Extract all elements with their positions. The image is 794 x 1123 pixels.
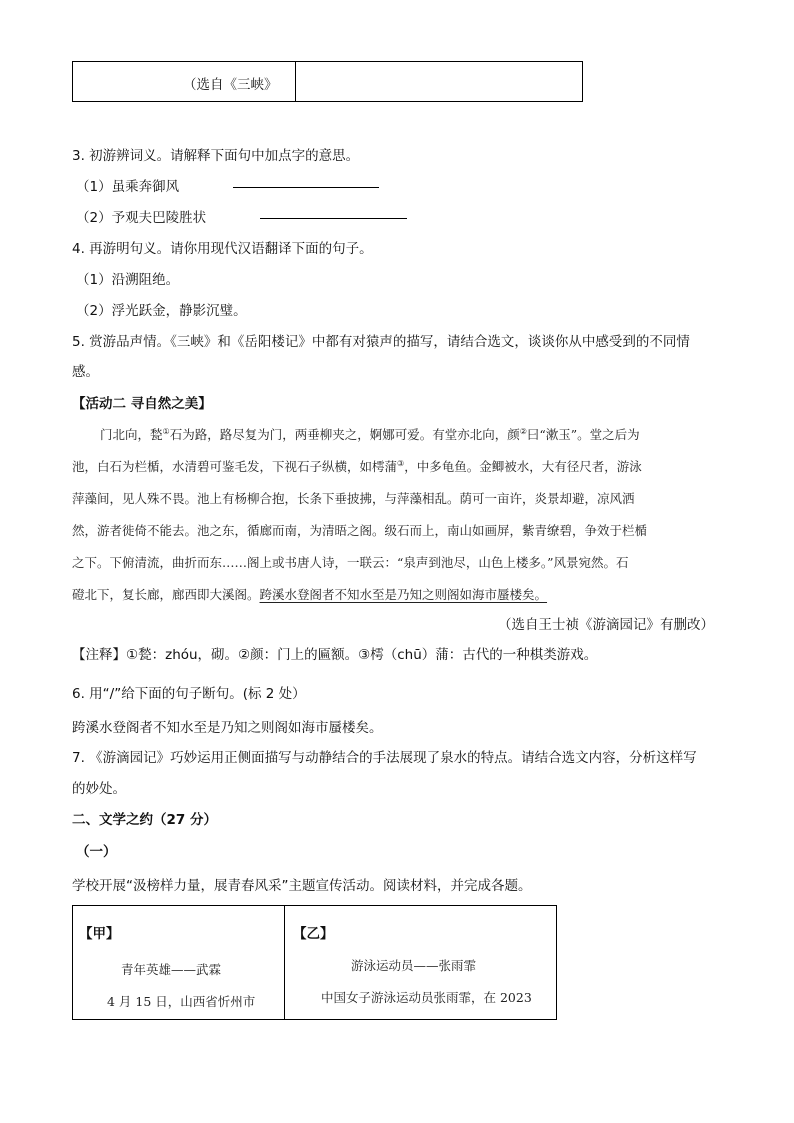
table-source-cell: （选自《三峡》 [183, 77, 278, 93]
box-jia-label: 【甲】 [79, 926, 120, 942]
q3-stem: 3. 初游辨词义。请解释下面句中加点字的意思。 [72, 148, 360, 164]
q6-stem: 6. 用“/”给下面的句子断句。(标 2 处） [72, 686, 306, 702]
q4-item-1: （1）沿溯阻绝。 [76, 272, 180, 288]
q7-line-2: 的妙处。 [72, 781, 126, 797]
box-yi-label: 【乙】 [293, 926, 334, 942]
passage-source: （选自王士祯《游滴园记》有删改） [498, 617, 714, 633]
q4-stem: 4. 再游明句义。请你用现代汉语翻译下面的句子。 [72, 241, 373, 257]
q4-item-2: （2）浮光跃金，静影沉璧。 [76, 303, 247, 319]
activity-intro: 学校开展“汲榜样力量，展青春风采”主题宣传活动。阅读材料，并完成各题。 [72, 878, 532, 894]
passage-line-1: 门北向，甃①石为路，路尽复为门，两垂柳夹之，婀娜可爱。有堂亦北向，颜②曰“漱玉”。堂之后为 [100, 426, 640, 442]
note-marker-1: ① [162, 426, 170, 436]
activity-2-title: 【活动二 寻自然之美】 [72, 396, 212, 412]
passage-line-6: 磴北下，复长廊，廊西即大溪阁。跨溪水登阁者不知水至是乃知之则阁如海市蜃楼矣。 [72, 587, 548, 602]
annotation-note: 【注释】①甃：zhóu，砌。②颜：门上的匾额。③樗（chū）蒲：古代的一种棋类游戏。 [72, 647, 598, 663]
passage-line-5: 之下。下俯清流，曲折而东……阁上或书唐人诗，一联云：“泉声到池尽，山色上楼多。”风景宛然。石 [72, 555, 629, 570]
source-table [72, 61, 583, 102]
q3-answer-blank-2[interactable] [260, 204, 407, 219]
table-divider [295, 62, 296, 101]
passage-line-4: 然，游者徙倚不能去。池之东，循廊而南，为清晤之阁。级石而上，南山如画屏，紫青缭碧，争效于栏楯 [72, 523, 648, 538]
note-marker-2: ② [519, 426, 527, 436]
box-yi-title: 游泳运动员——张雨霏 [351, 958, 477, 973]
q7-line-1: 7. 《游滴园记》巧妙运用正侧面描写与动静结合的手法展现了泉水的特点。请结合选文内容，分析这样写 [72, 750, 697, 766]
q3-item-2: （2）予观夫巴陵胜状 [76, 210, 207, 226]
material-box-yi [284, 905, 557, 1020]
note-marker-3: ③ [397, 458, 405, 468]
q5-line-2: 感。 [72, 364, 99, 380]
box-jia-text: 4 月 15 日，山西省忻州市 [107, 994, 256, 1009]
passage-line-2: 池，白石为栏楯，水清碧可鉴毛发，下视石子纵横，如樗蒲③，中多龟鱼。金鲫被水，大有径尺者，游泳 [72, 458, 642, 474]
section-2-title: 二、文学之约（27 分） [72, 812, 217, 828]
box-yi-text: 中国女子游泳运动员张雨霏，在 2023 [321, 990, 532, 1005]
part-1-label: （一） [76, 844, 117, 860]
q6-sentence: 跨溪水登阁者不知水至是乃知之则阁如海市蜃楼矣。 [72, 720, 383, 736]
passage-line-3: 萍藻间，见人殊不畏。池上有杨柳合抱，长条下垂披拂，与萍藻相乱。荫可一亩许，炎景却避，凉风洒 [72, 491, 635, 506]
underlined-sentence: 跨溪水登阁者不知水至是乃知之则阁如海市蜃楼矣。 [259, 587, 548, 602]
box-jia-title: 青年英雄——武霖 [121, 962, 222, 977]
q3-answer-blank-1[interactable] [233, 173, 379, 188]
q5-line-1: 5. 赏游品声情。《三峡》和《岳阳楼记》中都有对猿声的描写，请结合选文，谈谈你从中感受到的不同情 [72, 334, 690, 350]
q3-item-1: （1）虽乘奔御风 [76, 179, 180, 195]
material-box-jia [72, 905, 285, 1020]
